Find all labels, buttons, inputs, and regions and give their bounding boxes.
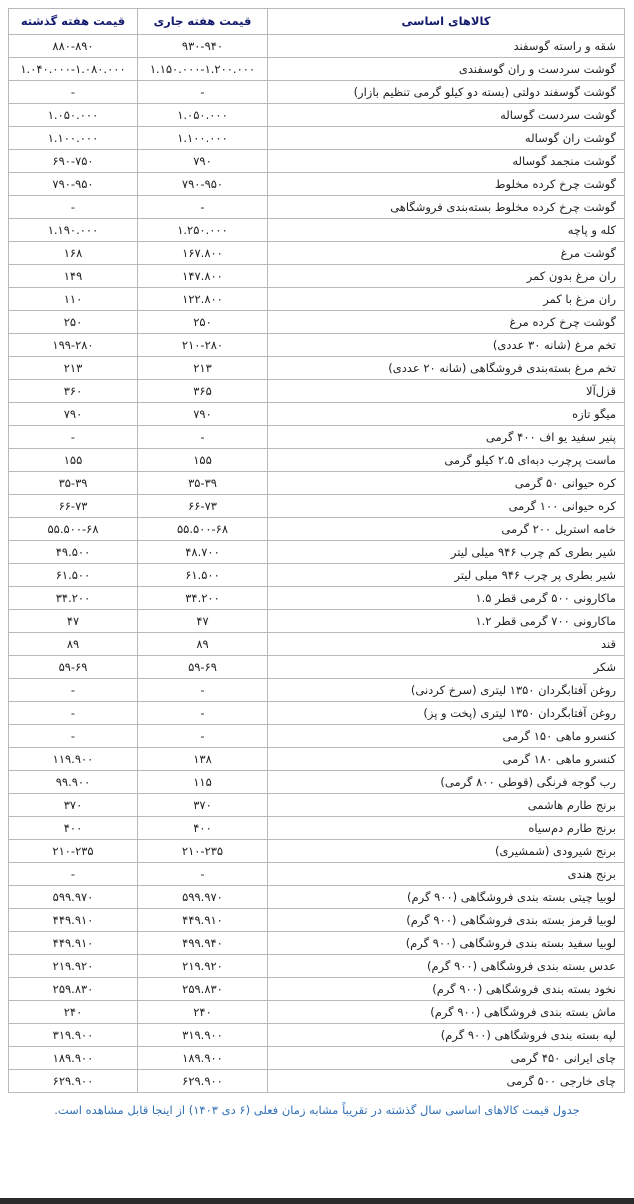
column-header-current-week-price: قیمت هفته جاری xyxy=(138,9,268,35)
cell-previous-week-price: ۴۴۹.۹۱۰ xyxy=(9,909,138,932)
cell-goods-name: تخم مرغ بسته‌بندی فروشگاهی (شانه ۲۰ عددی) xyxy=(268,357,625,380)
cell-previous-week-price: ۴۹.۵۰۰ xyxy=(9,541,138,564)
cell-goods-name: گوشت چرخ کرده مخلوط xyxy=(268,173,625,196)
table-row xyxy=(9,196,625,219)
cell-current-week-price: ۱۱۵ xyxy=(138,771,268,794)
cell-current-week-price: ۳۱۹.۹۰۰ xyxy=(138,1024,268,1047)
cell-previous-week-price: ۵۵.۵۰۰-۶۸ xyxy=(9,518,138,541)
cell-previous-week-price: ۵۹۹.۹۷۰ xyxy=(9,886,138,909)
cell-previous-week-price: - xyxy=(9,679,138,702)
cell-current-week-price: ۳۵-۳۹ xyxy=(138,472,268,495)
cell-goods-name: چای ایرانی ۴۵۰ گرمی xyxy=(268,1047,625,1070)
cell-previous-week-price: ۴۰۰ xyxy=(9,817,138,840)
cell-goods-name: برنج هندی xyxy=(268,863,625,886)
cell-current-week-price: ۹۳۰-۹۴۰ xyxy=(138,35,268,58)
cell-previous-week-price: ۱۱۹.۹۰۰ xyxy=(9,748,138,771)
table-row xyxy=(9,288,625,311)
cell-goods-name: رب گوجه فرنگی (قوطی ۸۰۰ گرمی) xyxy=(268,771,625,794)
cell-goods-name: برنج طارم هاشمی xyxy=(268,794,625,817)
cell-goods-name: لوبیا چیتی بسته بندی فروشگاهی (۹۰۰ گرم) xyxy=(268,886,625,909)
cell-current-week-price: ۱.۰۵۰.۰۰۰ xyxy=(138,104,268,127)
cell-current-week-price: ۴۴۹.۹۱۰ xyxy=(138,909,268,932)
cell-previous-week-price: ۶۶-۷۳ xyxy=(9,495,138,518)
cell-current-week-price: ۱۲۲.۸۰۰ xyxy=(138,288,268,311)
table-row xyxy=(9,81,625,104)
table-row xyxy=(9,702,625,725)
cell-previous-week-price: ۲۱۹.۹۲۰ xyxy=(9,955,138,978)
cell-goods-name: کله و پاچه xyxy=(268,219,625,242)
cell-previous-week-price: ۹۹.۹۰۰ xyxy=(9,771,138,794)
table-row xyxy=(9,1024,625,1047)
table-row xyxy=(9,748,625,771)
cell-goods-name: کره حیوانی ۱۰۰ گرمی xyxy=(268,495,625,518)
cell-current-week-price: ۴۷ xyxy=(138,610,268,633)
table-row xyxy=(9,334,625,357)
cell-goods-name: شیر بطری کم چرب ۹۴۶ میلی لیتر xyxy=(268,541,625,564)
cell-previous-week-price: ۱۵۵ xyxy=(9,449,138,472)
table-row xyxy=(9,104,625,127)
cell-goods-name: برنج طارم دم‌سیاه xyxy=(268,817,625,840)
table-row xyxy=(9,840,625,863)
cell-current-week-price: ۵۹۹.۹۷۰ xyxy=(138,886,268,909)
table-row xyxy=(9,679,625,702)
cell-goods-name: ماکارونی ۵۰۰ گرمی قطر ۱.۵ xyxy=(268,587,625,610)
cell-goods-name: لپه بسته بندی فروشگاهی (۹۰۰ گرم) xyxy=(268,1024,625,1047)
cell-goods-name: ران مرغ با کمر xyxy=(268,288,625,311)
table-row xyxy=(9,656,625,679)
cell-goods-name: پنیر سفید یو اف ۴۰۰ گرمی xyxy=(268,426,625,449)
cell-previous-week-price: ۷۹۰ xyxy=(9,403,138,426)
cell-goods-name: روغن آفتابگردان ۱۳۵۰ لیتری (پخت و پز) xyxy=(268,702,625,725)
cell-goods-name: گوشت سردست گوساله xyxy=(268,104,625,127)
cell-goods-name: شقه و راسته گوسفند xyxy=(268,35,625,58)
cell-goods-name: خامه استریل ۲۰۰ گرمی xyxy=(268,518,625,541)
cell-current-week-price: ۲۵۹.۸۳۰ xyxy=(138,978,268,1001)
cell-current-week-price: ۷۹۰ xyxy=(138,403,268,426)
cell-previous-week-price: ۱.۰۵۰.۰۰۰ xyxy=(9,104,138,127)
cell-previous-week-price: ۲۵۹.۸۳۰ xyxy=(9,978,138,1001)
cell-current-week-price: ۱۸۹.۹۰۰ xyxy=(138,1047,268,1070)
cell-goods-name: قند xyxy=(268,633,625,656)
column-header-goods: کالاهای اساسی xyxy=(268,9,625,35)
cell-previous-week-price: ۸۹ xyxy=(9,633,138,656)
cell-previous-week-price: ۳۶۰ xyxy=(9,380,138,403)
cell-previous-week-price: ۱۹۹-۲۸۰ xyxy=(9,334,138,357)
cell-goods-name: ماست پرچرب دبه‌ای ۲.۵ کیلو گرمی xyxy=(268,449,625,472)
cell-previous-week-price: ۲۴۰ xyxy=(9,1001,138,1024)
cell-current-week-price: ۳۷۰ xyxy=(138,794,268,817)
cell-goods-name: لوبیا قرمز بسته بندی فروشگاهی (۹۰۰ گرم) xyxy=(268,909,625,932)
cell-current-week-price: ۲۱۳ xyxy=(138,357,268,380)
table-row xyxy=(9,564,625,587)
cell-previous-week-price: ۳۴.۲۰۰ xyxy=(9,587,138,610)
cell-current-week-price: ۲۴۰ xyxy=(138,1001,268,1024)
table-row xyxy=(9,725,625,748)
table-row xyxy=(9,886,625,909)
cell-current-week-price: ۱۴۷.۸۰۰ xyxy=(138,265,268,288)
table-row xyxy=(9,403,625,426)
cell-current-week-price: ۲۱۹.۹۲۰ xyxy=(138,955,268,978)
table-row xyxy=(9,426,625,449)
cell-goods-name: تخم مرغ (شانه ۳۰ عددی) xyxy=(268,334,625,357)
cell-goods-name: گوشت گوسفند دولتی (بسته دو کیلو گرمی تنظیم بازار) xyxy=(268,81,625,104)
cell-previous-week-price: ۷۹۰-۹۵۰ xyxy=(9,173,138,196)
cell-current-week-price: ۱.۱۰۰.۰۰۰ xyxy=(138,127,268,150)
cell-current-week-price: ۶۱.۵۰۰ xyxy=(138,564,268,587)
table-row xyxy=(9,1001,625,1024)
cell-goods-name: میگو تازه xyxy=(268,403,625,426)
cell-current-week-price: - xyxy=(138,863,268,886)
cell-previous-week-price: ۲۵۰ xyxy=(9,311,138,334)
cell-current-week-price: - xyxy=(138,81,268,104)
cell-previous-week-price: ۳۱۹.۹۰۰ xyxy=(9,1024,138,1047)
cell-goods-name: گوشت چرخ کرده مخلوط بسته‌بندی فروشگاهی xyxy=(268,196,625,219)
cell-goods-name: شکر xyxy=(268,656,625,679)
table-row xyxy=(9,1047,625,1070)
cell-goods-name: نخود بسته بندی فروشگاهی (۹۰۰ گرم) xyxy=(268,978,625,1001)
cell-current-week-price: - xyxy=(138,426,268,449)
table-row xyxy=(9,817,625,840)
cell-previous-week-price: ۶۹۰-۷۵۰ xyxy=(9,150,138,173)
price-table xyxy=(8,8,625,1093)
cell-current-week-price: ۷۹۰-۹۵۰ xyxy=(138,173,268,196)
table-row xyxy=(9,1070,625,1093)
table-row xyxy=(9,58,625,81)
cell-goods-name: کره حیوانی ۵۰ گرمی xyxy=(268,472,625,495)
cell-current-week-price: ۴۸.۷۰۰ xyxy=(138,541,268,564)
cell-goods-name: کنسرو ماهی ۱۵۰ گرمی xyxy=(268,725,625,748)
cell-previous-week-price: ۱.۱۰۰.۰۰۰ xyxy=(9,127,138,150)
table-row xyxy=(9,909,625,932)
cell-goods-name: گوشت منجمد گوساله xyxy=(268,150,625,173)
cell-previous-week-price: - xyxy=(9,702,138,725)
cell-previous-week-price: - xyxy=(9,725,138,748)
cell-goods-name: گوشت چرخ کرده مرغ xyxy=(268,311,625,334)
footnote-link[interactable]: جدول قیمت کالاهای اساسی سال گذشته در تقریباً مشابه زمان فعلی (۶ دی ۱۴۰۳) از اینجا قابل مشاهده است. xyxy=(54,1103,580,1117)
cell-previous-week-price: ۳۷۰ xyxy=(9,794,138,817)
cell-current-week-price: ۶۲۹.۹۰۰ xyxy=(138,1070,268,1093)
cell-previous-week-price: ۴۴۹.۹۱۰ xyxy=(9,932,138,955)
cell-goods-name: قزل‌آلا xyxy=(268,380,625,403)
table-row xyxy=(9,932,625,955)
cell-previous-week-price: ۲۱۳ xyxy=(9,357,138,380)
column-header-previous-week-price: قیمت هفته گذشته xyxy=(9,9,138,35)
cell-previous-week-price: ۱۶۸ xyxy=(9,242,138,265)
table-row xyxy=(9,633,625,656)
cell-goods-name: گوشت مرغ xyxy=(268,242,625,265)
cell-current-week-price: ۸۹ xyxy=(138,633,268,656)
table-row xyxy=(9,771,625,794)
cell-previous-week-price: ۶۲۹.۹۰۰ xyxy=(9,1070,138,1093)
cell-goods-name: ماکارونی ۷۰۰ گرمی قطر ۱.۲ xyxy=(268,610,625,633)
table-row xyxy=(9,127,625,150)
cell-previous-week-price: ۱.۰۴۰.۰۰۰-۱.۰۸۰.۰۰۰ xyxy=(9,58,138,81)
cell-goods-name: ماش بسته بندی فروشگاهی (۹۰۰ گرم) xyxy=(268,1001,625,1024)
cell-goods-name: روغن آفتابگردان ۱۳۵۰ لیتری (سرخ کردنی) xyxy=(268,679,625,702)
cell-current-week-price: ۳۴.۲۰۰ xyxy=(138,587,268,610)
table-row xyxy=(9,495,625,518)
cell-goods-name: لوبیا سفید بسته بندی فروشگاهی (۹۰۰ گرم) xyxy=(268,932,625,955)
table-row xyxy=(9,150,625,173)
cell-previous-week-price: ۱۱۰ xyxy=(9,288,138,311)
cell-current-week-price: ۲۱۰-۲۳۵ xyxy=(138,840,268,863)
table-row xyxy=(9,955,625,978)
table-row xyxy=(9,449,625,472)
table-row xyxy=(9,380,625,403)
table-row xyxy=(9,35,625,58)
table-header-row xyxy=(9,9,625,35)
cell-current-week-price: - xyxy=(138,679,268,702)
table-row xyxy=(9,242,625,265)
cell-current-week-price: ۱۳۸ xyxy=(138,748,268,771)
cell-previous-week-price: ۳۵-۳۹ xyxy=(9,472,138,495)
table-row xyxy=(9,265,625,288)
cell-goods-name: ران مرغ بدون کمر xyxy=(268,265,625,288)
cell-goods-name: عدس بسته بندی فروشگاهی (۹۰۰ گرم) xyxy=(268,955,625,978)
cell-current-week-price: ۴۹۹.۹۴۰ xyxy=(138,932,268,955)
cell-previous-week-price: ۴۷ xyxy=(9,610,138,633)
cell-current-week-price: ۲۱۰-۲۸۰ xyxy=(138,334,268,357)
cell-current-week-price: ۲۵۰ xyxy=(138,311,268,334)
cell-current-week-price: ۱.۲۵۰.۰۰۰ xyxy=(138,219,268,242)
cell-previous-week-price: - xyxy=(9,81,138,104)
cell-previous-week-price: - xyxy=(9,863,138,886)
table-row xyxy=(9,518,625,541)
cell-current-week-price: ۶۶-۷۳ xyxy=(138,495,268,518)
cell-previous-week-price: ۲۱۰-۲۳۵ xyxy=(9,840,138,863)
table-body xyxy=(9,35,625,1093)
cell-current-week-price: - xyxy=(138,196,268,219)
footnote xyxy=(0,1102,634,1118)
cell-current-week-price: ۱.۱۵۰.۰۰۰-۱.۲۰۰.۰۰۰ xyxy=(138,58,268,81)
cell-goods-name: برنج شیرودی (شمشیری) xyxy=(268,840,625,863)
cell-previous-week-price: ۱.۱۹۰.۰۰۰ xyxy=(9,219,138,242)
cell-current-week-price: ۵۵.۵۰۰-۶۸ xyxy=(138,518,268,541)
cell-goods-name: گوشت سردست و ران گوسفندی xyxy=(268,58,625,81)
cell-current-week-price: ۱۶۷.۸۰۰ xyxy=(138,242,268,265)
cell-current-week-price: ۳۶۵ xyxy=(138,380,268,403)
table-row xyxy=(9,794,625,817)
table-row xyxy=(9,357,625,380)
table-row xyxy=(9,472,625,495)
cell-current-week-price: ۱۵۵ xyxy=(138,449,268,472)
cell-previous-week-price: ۱۸۹.۹۰۰ xyxy=(9,1047,138,1070)
table-row xyxy=(9,311,625,334)
cell-previous-week-price: - xyxy=(9,196,138,219)
bottom-bar xyxy=(0,1198,634,1204)
cell-previous-week-price: - xyxy=(9,426,138,449)
cell-goods-name: کنسرو ماهی ۱۸۰ گرمی xyxy=(268,748,625,771)
cell-previous-week-price: ۱۴۹ xyxy=(9,265,138,288)
cell-goods-name: گوشت ران گوساله xyxy=(268,127,625,150)
cell-current-week-price: ۵۹-۶۹ xyxy=(138,656,268,679)
cell-previous-week-price: ۵۹-۶۹ xyxy=(9,656,138,679)
table-row xyxy=(9,610,625,633)
cell-previous-week-price: ۸۸۰-۸۹۰ xyxy=(9,35,138,58)
table-row xyxy=(9,978,625,1001)
cell-previous-week-price: ۶۱.۵۰۰ xyxy=(9,564,138,587)
table-row xyxy=(9,541,625,564)
cell-current-week-price: - xyxy=(138,702,268,725)
cell-goods-name: چای خارجی ۵۰۰ گرمی xyxy=(268,1070,625,1093)
cell-current-week-price: - xyxy=(138,725,268,748)
cell-current-week-price: ۷۹۰ xyxy=(138,150,268,173)
table-row xyxy=(9,587,625,610)
cell-current-week-price: ۴۰۰ xyxy=(138,817,268,840)
table-row xyxy=(9,863,625,886)
table-row xyxy=(9,219,625,242)
table-header xyxy=(9,9,625,35)
cell-goods-name: شیر بطری پر چرب ۹۴۶ میلی لیتر xyxy=(268,564,625,587)
table-row xyxy=(9,173,625,196)
